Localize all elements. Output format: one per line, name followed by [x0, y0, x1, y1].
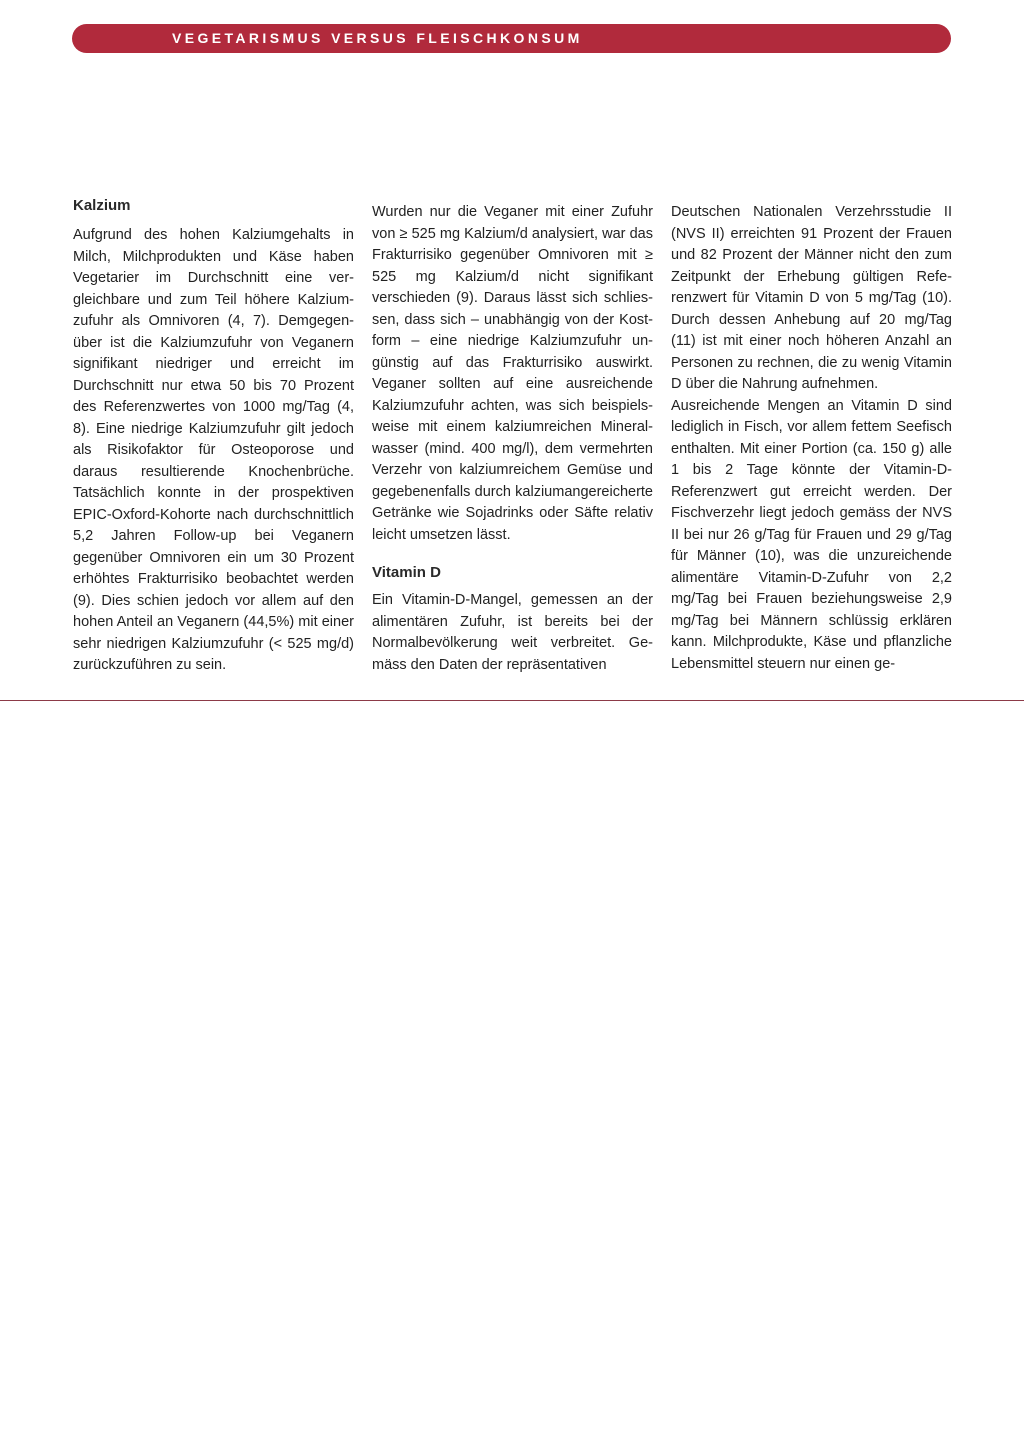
section-heading-kalzium: Kalzium [73, 197, 131, 214]
paragraph: Ausreichende Mengen an Vitamin D sind lediglich in Fisch, vor allem fettem Seefisch enthalten. Mit einer Portion (ca. 150 g) alle 1 bis 2 Tage könnte der Vitamin-D-Referenzwert gut erreicht werden. Der Fischverzehr liegt jedoch gemäss der NVS II bei nur 26 g/Tag für Frauen und 29 g/Tag für Männer (10), was die unzureichende alimentäre Vitamin-D-Zufuhr von 2,2 mg/Tag bei Frauen beziehungsweise 2,9 mg/Tag bei Männern schlüssig erklären kann. Milchprodukte, Käse und pflanzliche Lebensmittel steuern nur einen ge- [671, 397, 952, 672]
header-bar [72, 24, 951, 53]
section-heading-vitamin-d: Vitamin D [372, 564, 441, 581]
column-3 [671, 196, 952, 675]
column-1 [73, 196, 354, 677]
header-title: VEGETARISMUS VERSUS FLEISCHKONSUM [172, 30, 583, 46]
paragraph: Ein Vitamin-D-Mangel, gemessen an der alimentären Zufuhr, ist bereits bei der Normalbevölkerung weit verbreitet. Gemäss den Daten der repräsentativen [372, 592, 653, 673]
paragraph: Aufgrund des hohen Kalziumgehalts in Milch, Milchprodukten und Käse haben Vegetarier im Durchschnitt eine vergleichbare und zum Teil höhere Kalziumzufuhr als Omnivoren (4, 7). Demgegenüber ist die Kalziumzufuhr von Veganern signifikant niedriger und erreicht im Durchschnitt nur etwa 50 bis 70 Prozent des Referenzwertes von 1000 mg/Tag (4, 8). Eine niedrige Kalziumzufuhr gilt jedoch als Risikofaktor für Osteoporose und daraus resultierende Knochenbrüche. Tatsächlich konnte in der prospektiven EPIC-Oxford-Kohorte nach durchschnittlich 5,2 Jahren Follow-up bei Veganern gegenüber Omnivoren ein um 30 Prozent erhöhtes Frakturrisiko beobachtet werden (9). Dies schien jedoch vor allem auf den hohen Anteil an Veganern (44,5%) mit einer sehr niedrigen Kalziumzufuhr (< 525 mg/d) zurückzuführen zu sein. [73, 227, 354, 673]
paragraph: Wurden nur die Veganer mit einer Zufuhr von ≥ 525 mg Kalzium/d analysiert, war das Frakturrisiko gegenüber Omnivoren mit ≥ 525 mg Kalzium/d nicht signifikant verschieden (9). Daraus lässt sich schliessen, dass sich – unabhängig von der Kostform – eine niedrige Kalziumzufuhr ungünstig auf das Frakturrisiko auswirkt. Veganer sollten auf eine ausreichende Kalziumzufuhr achten, was sich beispielsweise mit einem kalziumreichen Mineralwasser (mind. 400 mg/l), dem vermehrten Verzehr von kalziumreichem Gemüse und gegebenenfalls durch kalziumangereicherte Getränke wie Sojadrinks oder Säfte relativ leicht umsetzen lässt. [372, 204, 653, 543]
paragraph: Deutschen Nationalen Verzehrsstudie II (NVS II) erreichten 91 Prozent der Frauen und 82 Prozent der Männer nicht den zum Zeitpunkt der Erhebung gültigen Referenzwert für Vitamin D von 5 mg/Tag (10). Durch dessen Anhebung auf 20 mg/Tag (11) ist mit einer noch höheren Anzahl an Personen zu rechnen, die zu wenig Vitamin D über die Nahrung aufnehmen. [671, 204, 952, 392]
divider-line [0, 700, 1024, 701]
column-2 [372, 196, 653, 676]
